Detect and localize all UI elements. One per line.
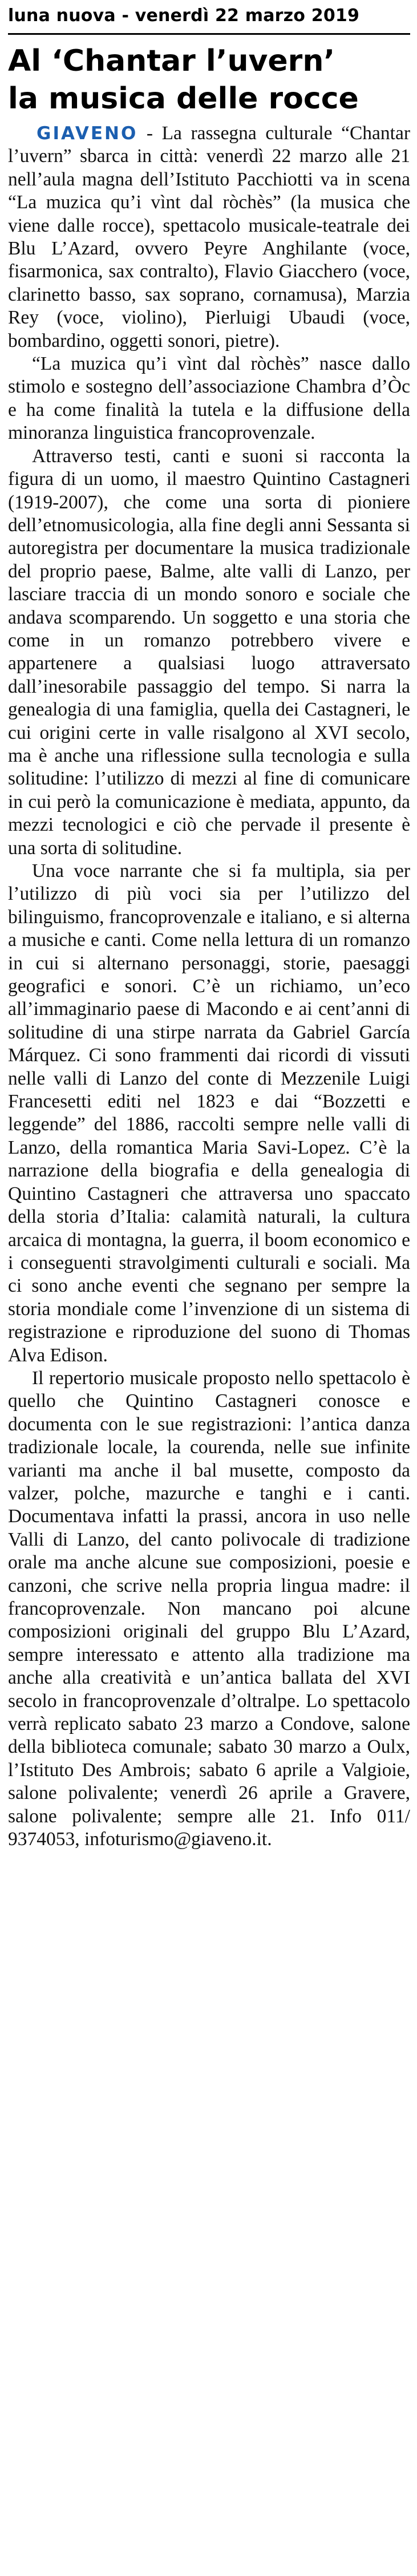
masthead: luna nuova - venerdì 22 marzo 2019: [8, 6, 360, 26]
dateline-separator: -: [137, 123, 162, 144]
article-paragraph-5: Il repertorio musicale proposto nello spettacolo è quello che Quintino Castagneri conosce e documenta con le sue registrazioni: l’antica danza tradizionale locale, la courenda, nelle sue infinite varianti ma anche il bal musette, composto da valzer, polche, mazurche e tanghi e i canti. Documentava infatti la prassi, ancora in uso nelle Valli di Lanzo, del canto polivocale di tradizione orale ma anche alcune sue composizioni, poesie e canzoni, che scrive nella propria lingua madre: il francoprovenzale. Non mancano poi alcune composizioni originali del gruppo Blu L’Azard, sempre interessato e attento alla tradizione ma anche alla creatività e un’antica ballata del XVI secolo in francoprovenzale d’oltralpe. Lo spettacolo verrà replicato sabato 23 marzo a Condove, salone della biblioteca comunale; sabato 30 marzo a Oulx, l’Istituto Des Ambrois; sabato 6 aprile a Valgioie, salone polivalente; venerdì 26 aprile a Gravere, salone polivalente; sempre alle 21. Info 011/ 9374053, infoturismo@giaveno.it.: [8, 1367, 410, 1850]
article-body: [8, 122, 410, 1851]
article-paragraph-1: [8, 122, 410, 353]
article-paragraph-2: “La muzica qu’i vìnt dal ròchès” nasce dallo stimolo e sostegno dell’associazione Chambra d’Òc e ha come finalità la tutela e la diffusione della minoranza linguistica francoprovenzale.: [8, 353, 410, 444]
headline: [8, 42, 410, 118]
dateline-kicker: GIAVENO: [37, 123, 138, 144]
headline-line-1: Al ‘Chantar l’uvern’: [8, 44, 335, 78]
paragraph-1-text: La rassegna culturale “Chantar l’uvern” sbarca in città: venerdì 22 marzo alle 21 nell’aula magna dell’Istituto Pacchiotti va in scena “La muzica qu’i vìnt dal ròchès” (la musica che viene dalle rocce), spettacolo musicale-teatrale dei Blu L’Azard, ovvero Peyre Anghilante (voce, fisarmonica, sax contralto), Flavio Giacchero (voce, clarinetto basso, sax soprano, cornamusa), Marzia Rey (voce, violino), Pierluigi Ubaudi (voce, bombardino, oggetti sonori, pietre).: [8, 123, 410, 351]
masthead-divider: [8, 33, 410, 35]
article-paragraph-4: Una voce narrante che si fa multipla, sia per l’utilizzo di più voci sia per l’utilizzo del bilinguismo, francoprovenzale e italiano, e si alterna a musiche e canti. Come nella lettura di un romanzo in cui si alternano personaggi, storie, paesaggi geografici e sonori. C’è un richiamo, un’eco all’immaginario paese di Macondo e ai cent’anni di solitudine di una stirpe narrata da Gabriel García Márquez. Ci sono frammenti dai ricordi di vissuti nelle valli di Lanzo del conte di Mezzenile Luigi Francesetti editi nel 1823 e dai “Bozzetti e leggende” del 1886, raccolti sempre nelle valli di Lanzo, della romantica Maria Savi-Lopez. C’è la narrazione della biografia e della genealogia di Quintino Castagneri che attraversa uno spaccato della storia d’Italia: calamità naturali, la cultura arcaica di montagna, la guerra, il boom economico e i conseguenti stravolgimenti culturali e sociali. Ma ci sono anche eventi che segnano per sempre la storia mondiale come l’invenzione di un sistema di registrazione e riproduzione del suono di Thomas Alva Edison.: [8, 860, 410, 1366]
article-paragraph-3: Attraverso testi, canti e suoni si racconta la figura di un uomo, il maestro Quintino Castagneri (1919-2007), che come una sorta di pioniere dell’etnomusicologia, alla fine degli anni Sessanta si autoregistra per documentare la musica tradizionale del proprio paese, Balme, alte valli di Lanzo, per lasciare traccia di un mondo sonoro e sociale che andava scomparendo. Un soggetto e una storia che come in un romanzo potrebbero vivere e appartenere a qualsiasi luogo attraversato dall’inesorabile passaggio del tempo. Si narra la genealogia di una famiglia, quella dei Castagneri, le cui origini certe in valle risalgono al XVI secolo, ma è anche una riflessione sulla tecnologia e sulla solitudine: l’utilizzo di mezzi al fine di comunicare in cui però la comunicazione è mediata, appunto, da mezzi tecnologici e ciò che pervade il presente è una sorta di solitudine.: [8, 445, 410, 859]
headline-line-2: la musica delle rocce: [8, 82, 359, 116]
